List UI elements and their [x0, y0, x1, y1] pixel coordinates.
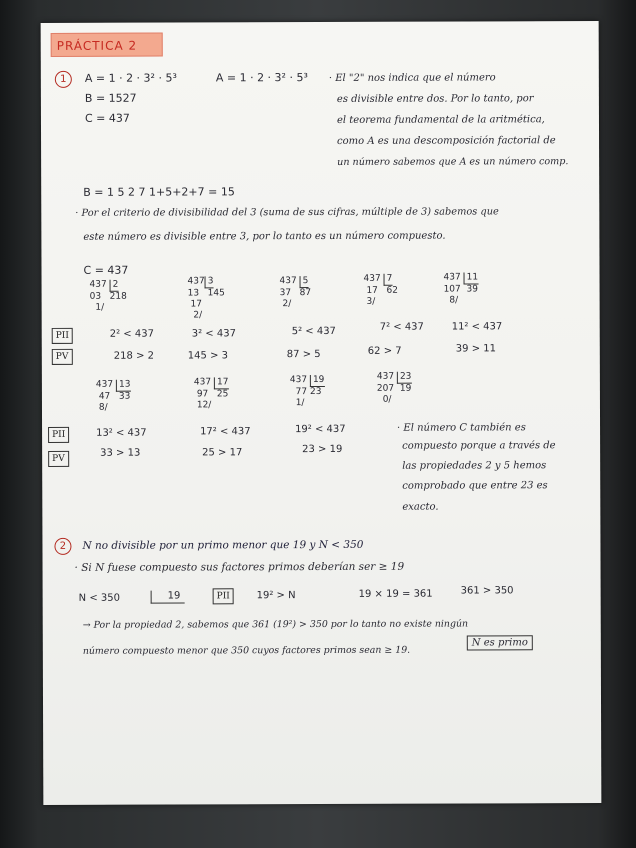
divisor: 7	[384, 274, 393, 286]
exercise-1-number: 1	[55, 71, 72, 88]
divisor: 3	[205, 276, 214, 288]
PII-check: 3² < 437	[191, 328, 236, 340]
PV-check: 62 > 7	[367, 345, 402, 357]
partial-remainder: 107	[443, 284, 461, 295]
partial-remainder: 97	[196, 389, 209, 400]
remainder: 2/	[193, 310, 203, 321]
A-note-line: un número sabemos que A es un número comp.	[337, 156, 569, 168]
divisor: 11	[464, 272, 478, 284]
C-note-line: comprobado que entre 23 es	[402, 480, 548, 492]
PII-check: 19² < 437	[295, 423, 346, 436]
dividend: 437	[193, 377, 212, 388]
dividend: 437	[89, 279, 107, 290]
remainder: 12/	[196, 400, 212, 411]
conclusion-line: número compuesto menor que 350 cuyos factores primos sean ≥ 19.	[82, 644, 411, 657]
notebook-page	[41, 21, 602, 805]
square-19: 19 × 19 = 361	[358, 588, 433, 600]
quotient: 62	[386, 285, 398, 296]
A-note-line: · El "2" nos indica que el número	[328, 72, 496, 84]
property-II-label: PII	[48, 427, 69, 443]
A-note-line: como A es una descomposición factorial de	[337, 135, 556, 147]
divisor: 23	[397, 372, 411, 384]
partial-remainder: 77	[295, 387, 308, 398]
def-A: A = 1 · 2 · 3² · 5³	[84, 71, 177, 85]
B-note-line: · Por el criterio de divisibilidad del 3 (suma de sus cifras, múltiple de 3) sabemos que	[75, 206, 499, 219]
C-line: C = 437	[83, 263, 129, 277]
PII-check: 7² < 437	[379, 321, 424, 333]
A-note-line: es divisible entre dos. Por lo tanto, por	[336, 93, 534, 105]
divisor: 17	[214, 377, 228, 389]
PV-check: 39 > 11	[455, 343, 496, 355]
C-note-line: compuesto porque a través de	[402, 440, 556, 452]
dividend: 437	[279, 276, 297, 287]
C-note-line: exacto.	[402, 501, 439, 513]
final-answer: N es primo	[467, 635, 533, 650]
division-by-23	[377, 372, 412, 406]
ex2-statement: N no divisible por un primo menor que 19 y N < 350	[82, 538, 364, 552]
quotient: 19	[399, 383, 412, 394]
PV-check: 23 > 19	[302, 443, 343, 456]
property-V-label: PV	[48, 451, 69, 467]
division-by-2	[90, 280, 127, 314]
dividend: 437	[289, 375, 308, 386]
quotient: 145	[207, 288, 225, 299]
C-note-line: las propiedades 2 y 5 hemos	[402, 460, 547, 472]
page-title: PRÁCTICA 2	[56, 38, 138, 53]
partial-remainder: 47	[98, 391, 111, 402]
division-by-5	[280, 276, 312, 310]
division-by-19	[290, 375, 325, 409]
property-V-label: PV	[52, 349, 73, 365]
PV-check: 25 > 17	[202, 447, 243, 459]
remainder: 2/	[282, 299, 292, 310]
division-by-17	[194, 377, 229, 411]
property-II-label: PII	[213, 588, 234, 604]
B-sum-line: B = 1 5 2 7 1+5+2+7 = 15	[83, 185, 235, 199]
PII-check: 2² < 437	[109, 328, 154, 340]
def-B: B = 1527	[84, 91, 137, 105]
exercise-2-number: 2	[54, 538, 71, 555]
PII-check: 5² < 437	[291, 325, 336, 338]
partial-remainder: 37	[279, 288, 292, 299]
dividend: 437	[443, 272, 461, 283]
B-note-line: este número es divisible entre 3, por lo tanto es un número compuesto.	[83, 230, 446, 243]
remainder: 8/	[449, 295, 459, 306]
PII-check: 11² < 437	[451, 321, 503, 333]
PV-check: 145 > 3	[187, 350, 229, 362]
quotient: 23	[309, 386, 322, 398]
def-C: C = 437	[84, 111, 130, 125]
ex2-hypothesis: · Si N fuese compuesto sus factores primos deberían ser ≥ 19	[74, 560, 405, 574]
comparison: 361 > 350	[460, 585, 514, 597]
PII-check: 17² < 437	[200, 426, 251, 438]
dividend: 437	[376, 371, 395, 382]
dividend: 437	[187, 276, 205, 287]
partial-remainder: 207	[376, 383, 395, 394]
quotient: 87	[299, 288, 312, 299]
C-note-line: · El número C también es	[397, 422, 526, 434]
conclusion-line: → Por la propiedad 2, sabemos que 361 (19²) > 350 por lo tanto no existe ningún	[82, 618, 469, 631]
remainder: 3/	[366, 296, 376, 307]
dividend: 437	[363, 273, 381, 284]
N-bound: N < 350	[78, 592, 120, 604]
remainder: 1/	[95, 302, 105, 313]
division-by-11	[444, 272, 479, 306]
quotient: 218	[109, 291, 127, 302]
partial-remainder: 17	[190, 299, 202, 310]
division-by-7	[364, 274, 398, 308]
title-label	[51, 33, 163, 57]
divisor: 13	[116, 380, 130, 392]
remainder: 1/	[295, 398, 305, 409]
division-by-13	[96, 380, 131, 414]
remainder: 8/	[98, 402, 108, 413]
division-by-3	[188, 276, 225, 321]
PII-check: 13² < 437	[96, 427, 147, 439]
partial-remainder: 03	[89, 291, 102, 302]
quotient: 33	[118, 391, 131, 402]
dividend: 437	[95, 379, 114, 390]
PII-condition: 19² > N	[256, 590, 296, 602]
PV-check: 33 > 13	[100, 447, 141, 459]
quotient: 39	[466, 284, 478, 295]
A-repeat: A = 1 · 2 · 3² · 5³	[215, 71, 308, 85]
partial-remainder: 17	[366, 285, 378, 296]
divisor: 2	[110, 280, 119, 292]
remainder: 0/	[382, 394, 392, 405]
PV-check: 87 > 5	[286, 349, 321, 361]
divisor: 19	[310, 375, 324, 387]
partial-remainder: 13	[187, 288, 200, 299]
A-note-line: el teorema fundamental de la aritmética,	[336, 114, 545, 126]
division-by-19: 19	[151, 590, 185, 603]
property-II-label: PII	[52, 328, 73, 344]
PV-check: 218 > 2	[113, 350, 155, 362]
quotient: 25	[216, 389, 229, 400]
divisor: 5	[300, 276, 309, 288]
